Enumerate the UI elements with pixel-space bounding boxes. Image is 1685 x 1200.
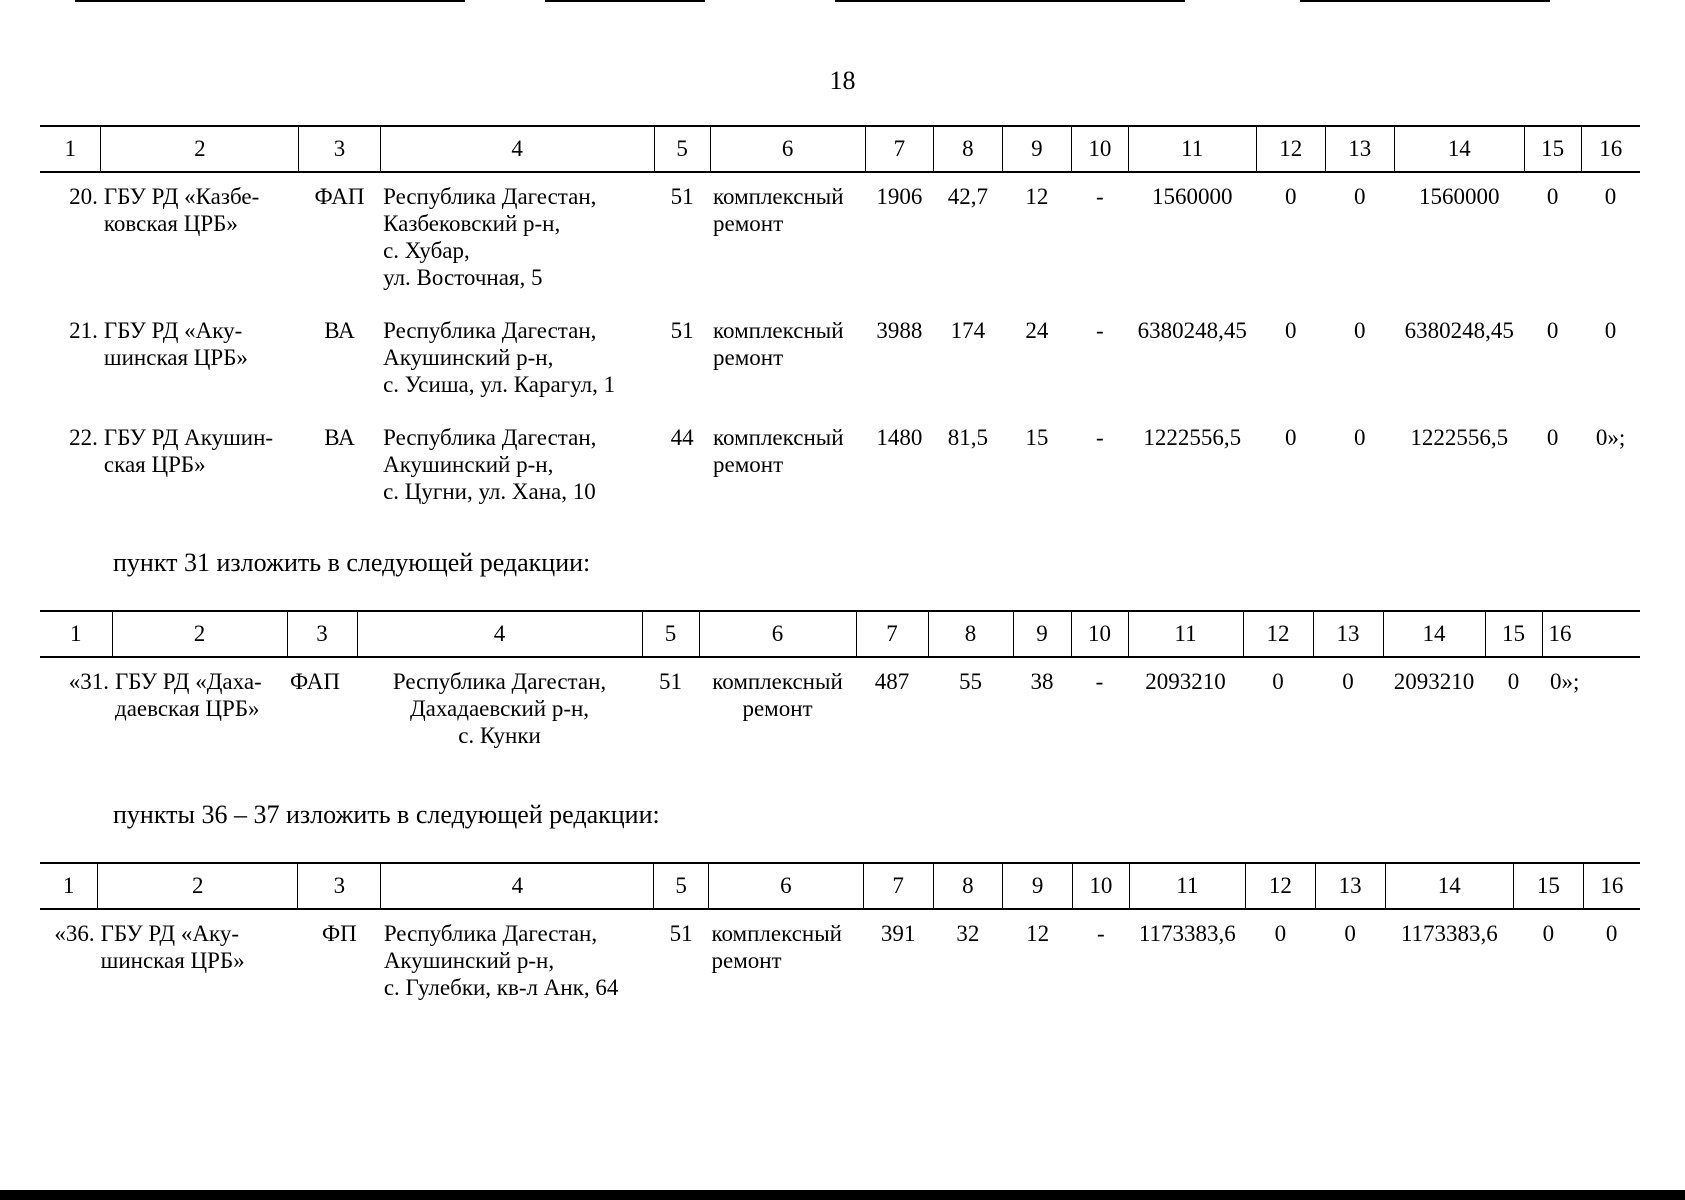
work-type: комплексный ремонт xyxy=(712,669,843,721)
cell-col15: 0 xyxy=(1546,318,1559,343)
cell-col5: 51 xyxy=(670,318,694,343)
header-cell: 14 xyxy=(1394,126,1524,172)
cell-col8: 81,5 xyxy=(947,425,988,450)
header-cell: 14 xyxy=(1385,863,1513,909)
cell-col8: 174 xyxy=(950,318,986,343)
cell-col15: 0 xyxy=(1546,425,1559,450)
cell-col11: 2093210 xyxy=(1145,669,1226,694)
cell-col12: 0 xyxy=(1284,425,1297,450)
institution-name-line: ГБУ РД «Даха- xyxy=(115,669,262,694)
cell-col12: 0 xyxy=(1284,184,1297,209)
cell-col13: 0 xyxy=(1344,921,1356,946)
header-cell: 9 xyxy=(1002,126,1071,172)
cell-col14: 6380248,45 xyxy=(1404,318,1514,343)
header-cell: 8 xyxy=(933,126,1002,172)
work-type: комплексный ремонт xyxy=(713,318,844,370)
facility-type: ФП xyxy=(321,921,357,946)
cell-col15: 0 xyxy=(1507,669,1520,694)
header-cell: 8 xyxy=(928,611,1013,657)
institution-name-line: ГБУ РД Акушин- xyxy=(103,425,274,450)
institution-name-line: шинская ЦРБ» xyxy=(100,948,245,973)
cell-col14: 1222556,5 xyxy=(1410,425,1509,450)
address: Республика Дагестан, Акушинский р-н, с. Гулебки, кв-л Анк, 64 xyxy=(383,921,619,1000)
cell-col9: 15 xyxy=(1025,425,1049,450)
header-cell: 10 xyxy=(1073,863,1130,909)
page-number: 18 xyxy=(829,66,856,95)
cell-col8: 42,7 xyxy=(947,184,988,209)
cell-col9: 12 xyxy=(1026,921,1050,946)
cell-col15: 0 xyxy=(1542,921,1555,946)
cell-col7: 1906 xyxy=(876,184,923,209)
header-cell: 12 xyxy=(1245,863,1315,909)
cell-col12: 0 xyxy=(1272,669,1284,694)
institution-name-line: ская ЦРБ» xyxy=(103,452,206,477)
row-number: 20. xyxy=(69,184,98,209)
header-cell: 12 xyxy=(1256,126,1325,172)
header-cell: 2 xyxy=(112,611,287,657)
cell-col9: 24 xyxy=(1025,318,1049,343)
cell-col13: 0 xyxy=(1353,184,1366,209)
cell-col11: 6380248,45 xyxy=(1137,318,1247,343)
header-cell: 3 xyxy=(299,126,380,172)
cell-col16: 0»; xyxy=(1595,425,1626,450)
cell-col16: 0 xyxy=(1605,921,1618,946)
cell-col8: 55 xyxy=(959,669,982,694)
cell-col10: - xyxy=(1097,921,1105,946)
header-cell: 11 xyxy=(1129,863,1245,909)
header-cell: 16 xyxy=(1581,126,1640,172)
header-cell: 4 xyxy=(357,611,642,657)
header-cell: 10 xyxy=(1071,611,1128,657)
table-row xyxy=(40,307,1640,414)
table-header-row xyxy=(40,126,1640,172)
work-type: комплексный ремонт xyxy=(711,921,842,973)
cell-col8: 32 xyxy=(956,921,980,946)
address: Республика Дагестан, Акушинский р-н, с. Усиша, ул. Карагул, 1 xyxy=(383,318,616,397)
cell-col10: - xyxy=(1096,184,1104,209)
facility-type: ВА xyxy=(324,425,355,450)
cell-col10: - xyxy=(1095,669,1104,694)
institution-name-line: шинская ЦРБ» xyxy=(103,345,248,370)
header-cell: 3 xyxy=(287,611,357,657)
header-cell: 8 xyxy=(933,863,1003,909)
header-cell: 15 xyxy=(1524,126,1581,172)
cell-col5: 51 xyxy=(669,921,693,946)
address: Республика Дагестан, Дахадаевский р-н, с. Кунки xyxy=(392,669,607,748)
table-row xyxy=(40,172,1640,307)
cell-col13: 0 xyxy=(1342,669,1354,694)
institution-name-line: даевская ЦРБ» xyxy=(115,696,260,721)
cell-col13: 0 xyxy=(1353,318,1366,343)
header-cell: 7 xyxy=(865,126,933,172)
header-cell: 13 xyxy=(1315,863,1385,909)
header-cell: 5 xyxy=(654,126,710,172)
header-cell: 4 xyxy=(381,863,654,909)
row-number: «31. xyxy=(68,669,109,694)
cell-col13: 0 xyxy=(1353,425,1366,450)
address: Республика Дагестан, Акушинский р-н, с. Цугни, ул. Хана, 10 xyxy=(383,425,597,504)
table-row xyxy=(40,909,1640,1017)
row-number: 22. xyxy=(69,425,98,450)
institution-name-line: ГБУ РД «Казбе- xyxy=(103,184,260,209)
header-cell: 9 xyxy=(1003,863,1073,909)
cell-col12: 0 xyxy=(1274,921,1287,946)
cell-col5: 44 xyxy=(670,425,694,450)
cell-col10: - xyxy=(1096,318,1104,343)
work-type: комплексный ремонт xyxy=(713,184,844,236)
cell-col7: 391 xyxy=(880,921,916,946)
header-cell: 3 xyxy=(298,863,381,909)
table-row-36 xyxy=(40,862,1640,1017)
header-cell: 11 xyxy=(1128,611,1243,657)
work-type: комплексный ремонт xyxy=(713,425,844,477)
cell-col10: - xyxy=(1096,425,1104,450)
cell-col12: 0 xyxy=(1284,318,1297,343)
table-row xyxy=(40,414,1640,521)
table-rows-20-22 xyxy=(40,125,1640,521)
institution-name xyxy=(98,909,298,1017)
table-header-row xyxy=(40,863,1640,909)
table-row-31 xyxy=(40,610,1640,765)
header-cell: 14 xyxy=(1383,611,1485,657)
header-cell: 13 xyxy=(1313,611,1383,657)
header-cell: 16 xyxy=(1542,611,1640,657)
facility-type: ФАП xyxy=(314,184,365,209)
header-cell: 16 xyxy=(1583,863,1640,909)
header-cell: 1 xyxy=(40,611,112,657)
cell-col14: 1173383,6 xyxy=(1400,921,1498,946)
header-cell: 6 xyxy=(708,863,863,909)
header-cell: 4 xyxy=(380,126,654,172)
institution-name-line: ГБУ РД «Аку- xyxy=(103,318,243,343)
header-cell: 7 xyxy=(863,863,933,909)
cell-col11: 1560000 xyxy=(1151,184,1233,209)
institution-name xyxy=(112,657,287,765)
header-cell: 7 xyxy=(856,611,928,657)
header-cell: 13 xyxy=(1325,126,1394,172)
row-number: 21. xyxy=(69,318,98,343)
address: Республика Дагестан, Казбековский р-н, с. Хубар, ул. Восточная, 5 xyxy=(383,184,597,290)
cell-col5: 51 xyxy=(670,184,694,209)
table-row xyxy=(40,657,1640,765)
header-cell: 15 xyxy=(1485,611,1542,657)
cell-col14: 1560000 xyxy=(1418,184,1500,209)
cell-col9: 12 xyxy=(1025,184,1049,209)
scan-edge-bar xyxy=(0,1190,1685,1200)
header-cell: 6 xyxy=(699,611,856,657)
cell-col16: 0 xyxy=(1604,318,1617,343)
header-cell: 2 xyxy=(101,126,299,172)
institution-name xyxy=(101,307,299,414)
paragraph-36-37: пункты 36 – 37 изложить в следующей редакции: xyxy=(113,800,660,829)
cell-col7: 1480 xyxy=(876,425,923,450)
cell-col16: 0 xyxy=(1604,184,1617,209)
cell-col11: 1222556,5 xyxy=(1143,425,1242,450)
institution-name-line: ГБУ РД «Аку- xyxy=(100,921,239,946)
top-rule-4 xyxy=(1300,0,1550,2)
header-cell: 5 xyxy=(642,611,699,657)
institution-name-line: ковская ЦРБ» xyxy=(103,211,238,236)
top-rule-3 xyxy=(835,0,1185,2)
facility-type: ВА xyxy=(324,318,355,343)
header-cell: 6 xyxy=(710,126,865,172)
cell-col9: 38 xyxy=(1030,669,1054,694)
cell-col14: 2093210 xyxy=(1393,669,1475,694)
cell-col7: 3988 xyxy=(876,318,923,343)
paragraph-31: пункт 31 изложить в следующей редакции: xyxy=(113,548,591,577)
cell-col5: 51 xyxy=(659,669,682,694)
institution-name xyxy=(101,172,299,307)
cell-col7: 487 xyxy=(874,669,910,694)
header-cell: 2 xyxy=(98,863,298,909)
header-cell: 9 xyxy=(1013,611,1071,657)
header-cell: 1 xyxy=(40,863,98,909)
header-cell: 11 xyxy=(1128,126,1256,172)
top-rule-2 xyxy=(545,0,705,2)
header-cell: 5 xyxy=(654,863,709,909)
table-header-row xyxy=(40,611,1640,657)
facility-type: ФАП xyxy=(290,669,340,694)
top-rule-1 xyxy=(75,0,465,2)
header-cell: 12 xyxy=(1243,611,1313,657)
cell-col11: 1173383,6 xyxy=(1138,921,1236,946)
cell-col15: 0 xyxy=(1546,184,1559,209)
header-cell: 10 xyxy=(1071,126,1128,172)
header-cell: 1 xyxy=(40,126,101,172)
cell-col16: 0»; xyxy=(1550,669,1580,694)
header-cell: 15 xyxy=(1513,863,1583,909)
institution-name xyxy=(101,414,299,521)
row-number: «36. xyxy=(54,921,95,946)
